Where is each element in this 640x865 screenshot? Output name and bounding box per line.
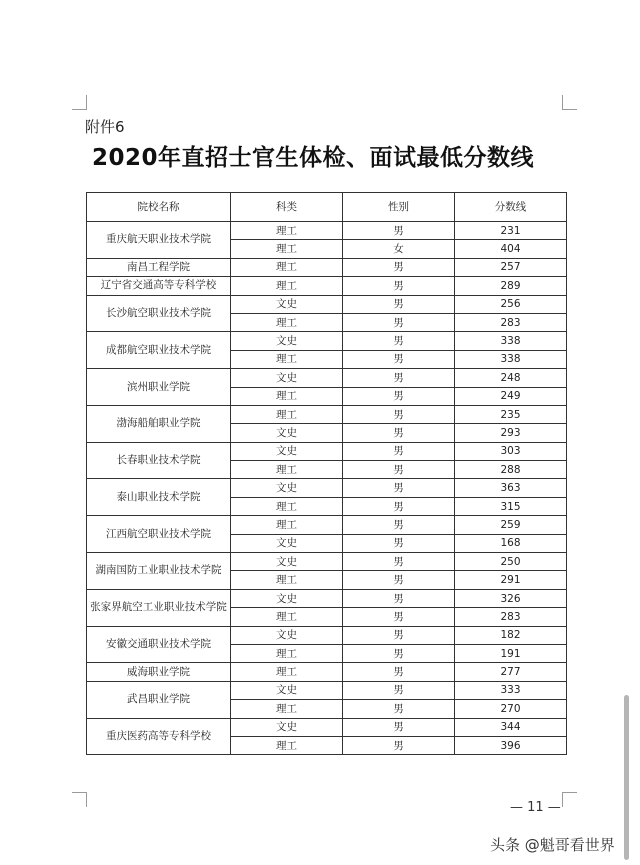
table-row [87,332,567,350]
table-row [87,553,567,571]
score-cell: 191 [455,644,567,662]
header-subject: 科类 [231,193,343,222]
school-name-cell: 长沙航空职业技术学院 [87,295,231,332]
score-cell: 277 [455,663,567,681]
crop-mark-bottom-right [562,792,577,807]
school-name-cell: 滨州职业学院 [87,369,231,406]
gender-cell: 男 [343,350,455,368]
subject-cell: 理工 [231,497,343,515]
table-body [87,222,567,755]
subject-cell: 理工 [231,700,343,718]
score-cell: 259 [455,516,567,534]
school-name-cell: 张家界航空工业职业技术学院 [87,589,231,626]
subject-cell: 理工 [231,313,343,331]
school-name-cell: 重庆航天职业技术学院 [87,222,231,259]
score-cell: 270 [455,700,567,718]
subject-cell: 文史 [231,553,343,571]
school-name-cell: 武昌职业学院 [87,681,231,718]
table-row [87,479,567,497]
header-school: 院校名称 [87,193,231,222]
gender-cell: 男 [343,277,455,295]
score-cell: 257 [455,258,567,276]
gender-cell: 男 [343,718,455,736]
score-cell: 326 [455,589,567,607]
gender-cell: 男 [343,369,455,387]
table-row [87,222,567,240]
score-cell: 291 [455,571,567,589]
gender-cell: 男 [343,663,455,681]
gender-cell: 男 [343,736,455,754]
score-cell: 303 [455,442,567,460]
subject-cell: 理工 [231,644,343,662]
gender-cell: 男 [343,497,455,515]
table-row [87,681,567,699]
gender-cell: 男 [343,534,455,552]
score-cell: 289 [455,277,567,295]
gender-cell: 男 [343,626,455,644]
gender-cell: 男 [343,332,455,350]
school-name-cell: 泰山职业技术学院 [87,479,231,516]
table-row [87,295,567,313]
school-name-cell: 威海职业学院 [87,663,231,681]
score-cell: 235 [455,405,567,423]
school-name-cell: 南昌工程学院 [87,258,231,276]
school-name-cell: 安徽交通职业技术学院 [87,626,231,663]
school-name-cell: 湖南国防工业职业技术学院 [87,553,231,590]
school-name-cell: 成都航空职业技术学院 [87,332,231,369]
score-cell: 249 [455,387,567,405]
school-name-cell: 辽宁省交通高等专科学校 [87,277,231,295]
gender-cell: 男 [343,258,455,276]
score-cell: 283 [455,608,567,626]
gender-cell: 男 [343,479,455,497]
page-number: — 11 — [510,800,561,815]
score-cell: 293 [455,424,567,442]
subject-cell: 文史 [231,479,343,497]
subject-cell: 理工 [231,516,343,534]
gender-cell: 男 [343,424,455,442]
gender-cell: 男 [343,461,455,479]
gender-cell: 男 [343,313,455,331]
page-title: 2020年直招士官生体检、面试最低分数线 [92,145,535,171]
attachment-label: 附件6 [85,118,125,136]
gender-cell: 男 [343,222,455,240]
table-row [87,663,567,681]
subject-cell: 文史 [231,534,343,552]
subject-cell: 文史 [231,718,343,736]
gender-cell: 男 [343,387,455,405]
score-cell: 231 [455,222,567,240]
gender-cell: 男 [343,295,455,313]
gender-cell: 男 [343,681,455,699]
score-cell: 396 [455,736,567,754]
table-row [87,626,567,644]
subject-cell: 理工 [231,461,343,479]
subject-cell: 理工 [231,571,343,589]
subject-cell: 文史 [231,681,343,699]
gender-cell: 男 [343,516,455,534]
subject-cell: 文史 [231,295,343,313]
table-row [87,442,567,460]
score-cell: 338 [455,332,567,350]
score-cell: 338 [455,350,567,368]
school-name-cell: 渤海船舶职业学院 [87,405,231,442]
table-row [87,405,567,423]
header-score: 分数线 [455,193,567,222]
gender-cell: 男 [343,571,455,589]
score-table [86,192,567,755]
score-cell: 283 [455,313,567,331]
crop-mark-top-right [562,95,577,110]
scrollbar-thumb[interactable] [624,695,629,860]
subject-cell: 理工 [231,387,343,405]
score-cell: 344 [455,718,567,736]
subject-cell: 文史 [231,442,343,460]
school-name-cell: 重庆医药高等专科学校 [87,718,231,755]
score-cell: 288 [455,461,567,479]
gender-cell: 男 [343,700,455,718]
gender-cell: 男 [343,553,455,571]
score-cell: 168 [455,534,567,552]
subject-cell: 理工 [231,350,343,368]
subject-cell: 理工 [231,258,343,276]
score-cell: 256 [455,295,567,313]
table-header-row [87,193,567,222]
score-cell: 248 [455,369,567,387]
subject-cell: 理工 [231,608,343,626]
score-cell: 333 [455,681,567,699]
gender-cell: 男 [343,608,455,626]
table-row [87,258,567,276]
table-row [87,369,567,387]
table-row [87,277,567,295]
table-row [87,589,567,607]
school-name-cell: 江西航空职业技术学院 [87,516,231,553]
score-cell: 250 [455,553,567,571]
score-cell: 363 [455,479,567,497]
score-cell: 182 [455,626,567,644]
gender-cell: 男 [343,405,455,423]
score-cell: 315 [455,497,567,515]
subject-cell: 文史 [231,589,343,607]
crop-mark-bottom-left [72,792,87,807]
subject-cell: 理工 [231,277,343,295]
gender-cell: 男 [343,442,455,460]
score-cell: 404 [455,240,567,258]
subject-cell: 文史 [231,332,343,350]
subject-cell: 理工 [231,222,343,240]
table-row [87,718,567,736]
header-gender: 性别 [343,193,455,222]
gender-cell: 女 [343,240,455,258]
gender-cell: 男 [343,589,455,607]
crop-mark-top-left [72,95,87,110]
subject-cell: 理工 [231,663,343,681]
subject-cell: 理工 [231,240,343,258]
subject-cell: 理工 [231,736,343,754]
subject-cell: 文史 [231,626,343,644]
subject-cell: 理工 [231,405,343,423]
watermark-text: 头条 @魁哥看世界 [490,836,615,854]
subject-cell: 文史 [231,369,343,387]
table-row [87,516,567,534]
school-name-cell: 长春职业技术学院 [87,442,231,479]
subject-cell: 文史 [231,424,343,442]
gender-cell: 男 [343,644,455,662]
